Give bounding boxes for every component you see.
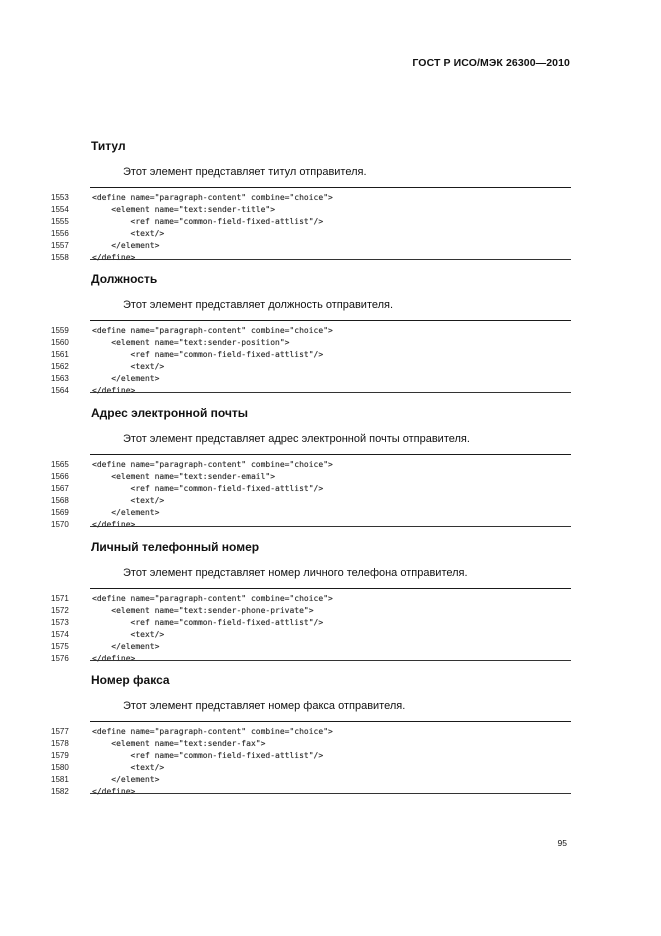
code-text: <ref name="common-field-fixed-attlist"/> — [92, 484, 324, 493]
code-text: </element> — [92, 775, 160, 784]
code-text: <ref name="common-field-fixed-attlist"/> — [92, 350, 324, 359]
line-number: 1558 — [51, 253, 69, 262]
code-text: <text/> — [92, 362, 165, 371]
line-number: 1582 — [51, 787, 69, 796]
section-title: Номер факса — [91, 673, 170, 687]
code-line — [0, 459, 661, 471]
code-line — [0, 240, 661, 252]
code-text: <ref name="common-field-fixed-attlist"/> — [92, 751, 324, 760]
code-line — [0, 471, 661, 483]
code-text: </element> — [92, 241, 160, 250]
code-line — [0, 361, 661, 373]
line-number: 1574 — [51, 630, 69, 639]
code-text: <text/> — [92, 630, 165, 639]
line-number: 1570 — [51, 520, 69, 529]
code-bottom-rule — [90, 392, 571, 393]
code-line — [0, 774, 661, 786]
code-text: <element name="text:sender-position"> — [92, 338, 290, 347]
code-line — [0, 216, 661, 228]
code-line — [0, 738, 661, 750]
code-line — [0, 629, 661, 641]
code-text: <element name="text:sender-phone-private"> — [92, 606, 314, 615]
code-line — [0, 385, 661, 397]
code-text: <text/> — [92, 763, 165, 772]
line-number: 1567 — [51, 484, 69, 493]
code-text: <ref name="common-field-fixed-attlist"/> — [92, 217, 324, 226]
code-line — [0, 204, 661, 216]
code-text: </define> — [92, 253, 136, 262]
code-line — [0, 653, 661, 665]
code-text: <define name="paragraph-content" combine="choice"> — [92, 460, 333, 469]
code-bottom-rule — [90, 660, 571, 661]
code-line — [0, 228, 661, 240]
code-line — [0, 349, 661, 361]
code-top-rule — [90, 187, 571, 188]
page-number: 95 — [557, 838, 567, 848]
code-bottom-rule — [90, 259, 571, 260]
line-number: 1573 — [51, 618, 69, 627]
line-number: 1555 — [51, 217, 69, 226]
code-text: <element name="text:sender-email"> — [92, 472, 276, 481]
section-description: Этот элемент представляет должность отправителя. — [123, 299, 394, 311]
section-description: Этот элемент представляет номер личного телефона отправителя. — [123, 567, 468, 579]
code-text: <define name="paragraph-content" combine="choice"> — [92, 326, 333, 335]
line-number: 1554 — [51, 205, 69, 214]
code-line — [0, 495, 661, 507]
line-number: 1565 — [51, 460, 69, 469]
code-line — [0, 507, 661, 519]
code-text: </element> — [92, 508, 160, 517]
code-text: <text/> — [92, 229, 165, 238]
code-text: </element> — [92, 642, 160, 651]
code-text: </define> — [92, 520, 136, 529]
code-text: <text/> — [92, 496, 165, 505]
line-number: 1578 — [51, 739, 69, 748]
line-number: 1553 — [51, 193, 69, 202]
code-line — [0, 373, 661, 385]
code-line — [0, 483, 661, 495]
code-line — [0, 786, 661, 798]
line-number: 1572 — [51, 606, 69, 615]
line-number: 1577 — [51, 727, 69, 736]
code-text: <define name="paragraph-content" combine="choice"> — [92, 193, 333, 202]
section-description: Этот элемент представляет титул отправителя. — [123, 166, 367, 178]
line-number: 1561 — [51, 350, 69, 359]
code-line — [0, 605, 661, 617]
code-line — [0, 325, 661, 337]
code-text: <ref name="common-field-fixed-attlist"/> — [92, 618, 324, 627]
code-line — [0, 726, 661, 738]
section-title: Титул — [91, 139, 126, 153]
code-text: <define name="paragraph-content" combine="choice"> — [92, 594, 333, 603]
code-line — [0, 750, 661, 762]
code-bottom-rule — [90, 793, 571, 794]
code-line — [0, 252, 661, 264]
section-title: Адрес электронной почты — [91, 406, 249, 420]
code-line — [0, 337, 661, 349]
section-description: Этот элемент представляет номер факса отправителя. — [123, 700, 406, 712]
code-line — [0, 519, 661, 531]
line-number: 1568 — [51, 496, 69, 505]
line-number: 1560 — [51, 338, 69, 347]
code-top-rule — [90, 454, 571, 455]
code-line — [0, 192, 661, 204]
line-number: 1575 — [51, 642, 69, 651]
code-line — [0, 762, 661, 774]
section-title: Должность — [91, 272, 158, 286]
line-number: 1571 — [51, 594, 69, 603]
code-text: </define> — [92, 787, 136, 796]
line-number: 1563 — [51, 374, 69, 383]
line-number: 1562 — [51, 362, 69, 371]
line-number: 1564 — [51, 386, 69, 395]
code-text: <element name="text:sender-title"> — [92, 205, 276, 214]
line-number: 1580 — [51, 763, 69, 772]
line-number: 1579 — [51, 751, 69, 760]
line-number: 1559 — [51, 326, 69, 335]
line-number: 1581 — [51, 775, 69, 784]
document-standard-header: ГОСТ Р ИСО/МЭК 26300—2010 — [412, 57, 570, 69]
code-top-rule — [90, 588, 571, 589]
code-text: </define> — [92, 654, 136, 663]
section-title: Личный телефонный номер — [91, 540, 260, 554]
code-text: </element> — [92, 374, 160, 383]
code-line — [0, 593, 661, 605]
line-number: 1576 — [51, 654, 69, 663]
code-text: <element name="text:sender-fax"> — [92, 739, 266, 748]
section-description: Этот элемент представляет адрес электронной почты отправителя. — [123, 433, 470, 445]
line-number: 1566 — [51, 472, 69, 481]
code-text: <define name="paragraph-content" combine="choice"> — [92, 727, 333, 736]
code-line — [0, 617, 661, 629]
line-number: 1569 — [51, 508, 69, 517]
line-number: 1556 — [51, 229, 69, 238]
code-line — [0, 641, 661, 653]
code-top-rule — [90, 721, 571, 722]
code-bottom-rule — [90, 526, 571, 527]
line-number: 1557 — [51, 241, 69, 250]
code-text: </define> — [92, 386, 136, 395]
code-top-rule — [90, 320, 571, 321]
